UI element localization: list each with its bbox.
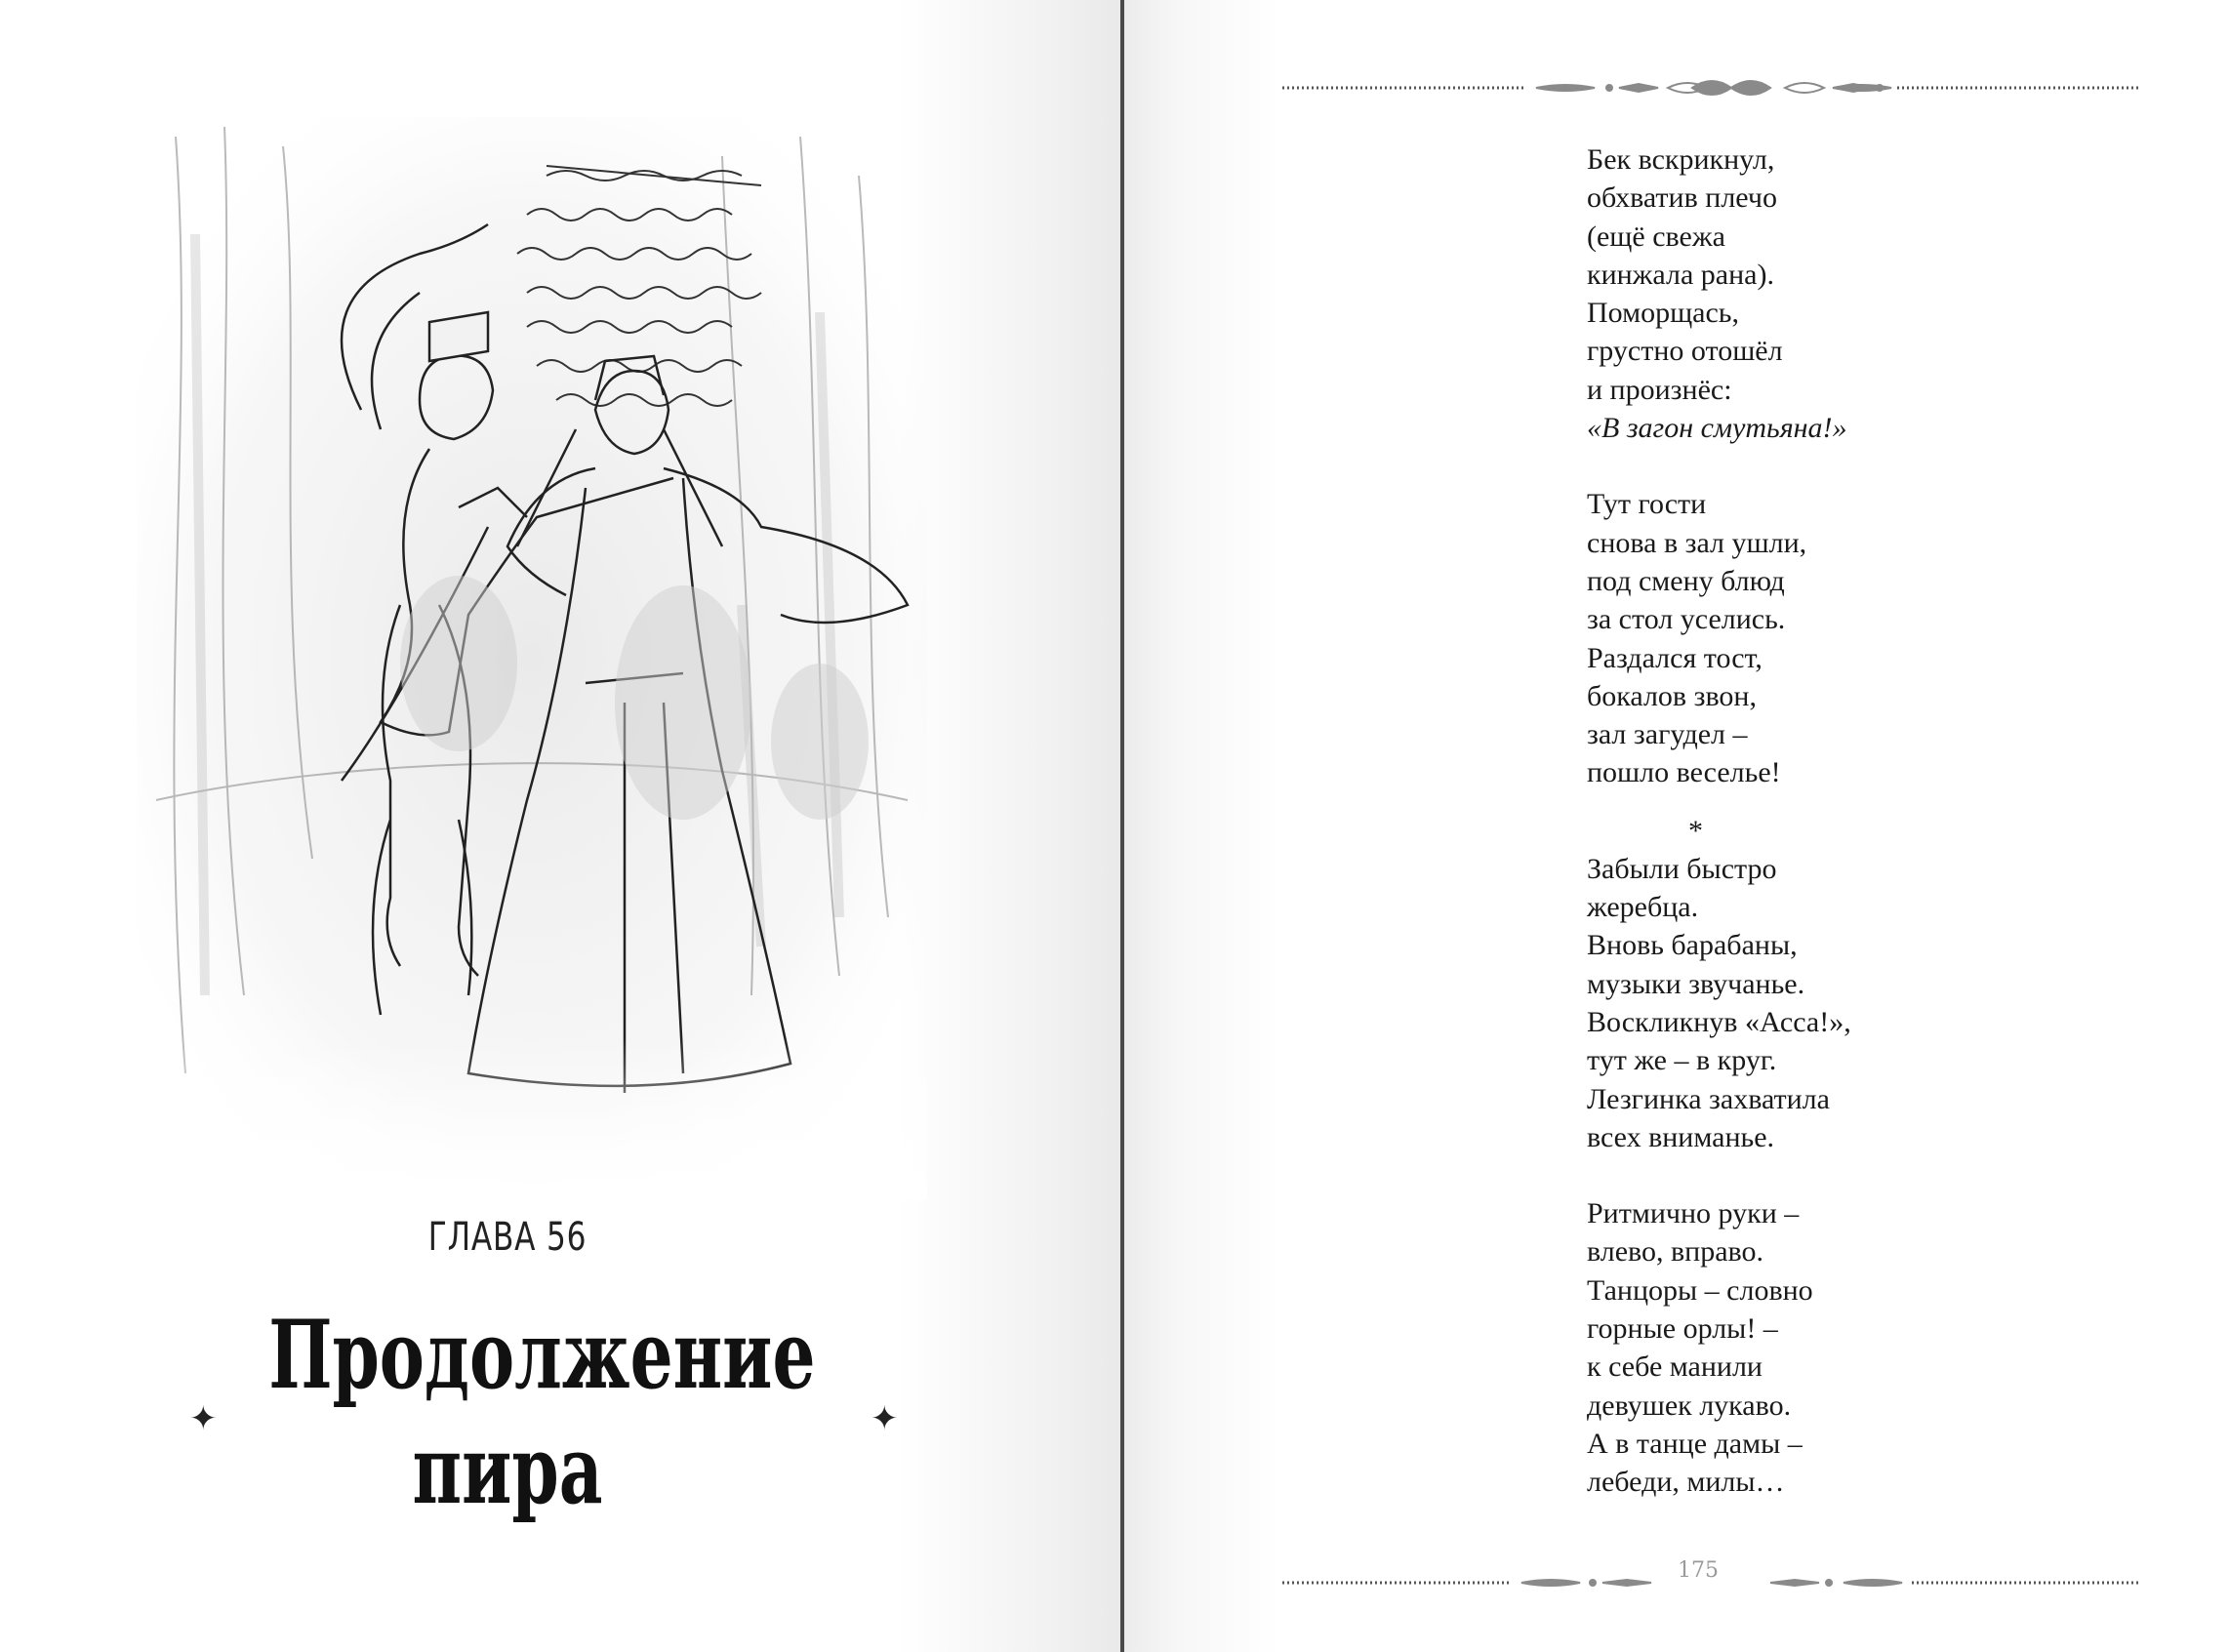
poem-line: обхватив плечо — [1587, 181, 1777, 215]
poem-line: Воскликнув «Асса!», — [1587, 1005, 1851, 1038]
poem-line: Вновь барабаны, — [1587, 929, 1798, 962]
chapter-number: ГЛАВА 56 — [427, 1215, 588, 1260]
chapter-title-line-1: Продолжение — [268, 1300, 816, 1410]
poem-line: пошло веселье! — [1587, 756, 1781, 789]
poem-line: музыки звучанье. — [1587, 967, 1805, 1000]
poem-line: А в танце дамы – — [1587, 1427, 1803, 1460]
poem-line: к себе манили — [1587, 1350, 1763, 1384]
poem-line: кинжала рана). — [1587, 258, 1774, 291]
poem-line: Раздался тост, — [1587, 641, 1763, 674]
stanza-3 — [1587, 850, 1997, 1156]
poem-line: снова в зал ушли, — [1587, 526, 1807, 559]
poem-line: жеребца. — [1587, 891, 1699, 924]
page-number: 175 — [1678, 1558, 1719, 1583]
poem-line: всех вниманье. — [1587, 1120, 1775, 1153]
poem-line: влево, вправо. — [1587, 1235, 1764, 1269]
poem-line: Бек вскрикнул, — [1587, 143, 1775, 176]
star-ornament-left-icon: ✦ — [189, 1399, 218, 1438]
poem-text — [1587, 141, 1997, 1502]
poem-line: Лезгинка захватила — [1587, 1082, 1830, 1115]
poem-line: за стол уселись. — [1587, 603, 1786, 636]
chapter-illustration — [137, 117, 927, 1200]
star-ornament-right-icon: ✦ — [871, 1399, 899, 1438]
poem-line: Забыли быстро — [1587, 852, 1777, 885]
chapter-title — [268, 1298, 816, 1528]
poem-line: Ритмично руки – — [1587, 1197, 1800, 1230]
stanza-1 — [1587, 141, 1997, 447]
header-ornament-icon — [1282, 76, 2141, 100]
poem-line: и произнёс: — [1587, 373, 1732, 406]
poem-line: грустно отошёл — [1587, 335, 1783, 368]
poem-line: Тут гости — [1587, 488, 1707, 521]
section-break: * — [1688, 814, 1703, 847]
poem-line: горные орлы! – — [1587, 1312, 1778, 1346]
stanza-2 — [1587, 485, 1997, 791]
poem-line: зал загудел – — [1587, 718, 1748, 751]
poem-line: девушек лукаво. — [1587, 1389, 1792, 1422]
stanza-4 — [1587, 1194, 1997, 1501]
poem-line: Танцоры – словно — [1587, 1273, 1813, 1307]
poem-line: (ещё свежа — [1587, 220, 1725, 253]
poem-line: лебеди, милы… — [1587, 1466, 1785, 1499]
poem-line: тут же – в круг. — [1587, 1044, 1777, 1077]
poem-line: бокалов звон, — [1587, 679, 1757, 712]
poem-line-italic: «В загон смутьяна!» — [1587, 412, 1847, 445]
poem-line: Поморщась, — [1587, 297, 1739, 330]
poem-line: под смену блюд — [1587, 564, 1785, 597]
chapter-title-line-2: пира — [412, 1415, 603, 1525]
